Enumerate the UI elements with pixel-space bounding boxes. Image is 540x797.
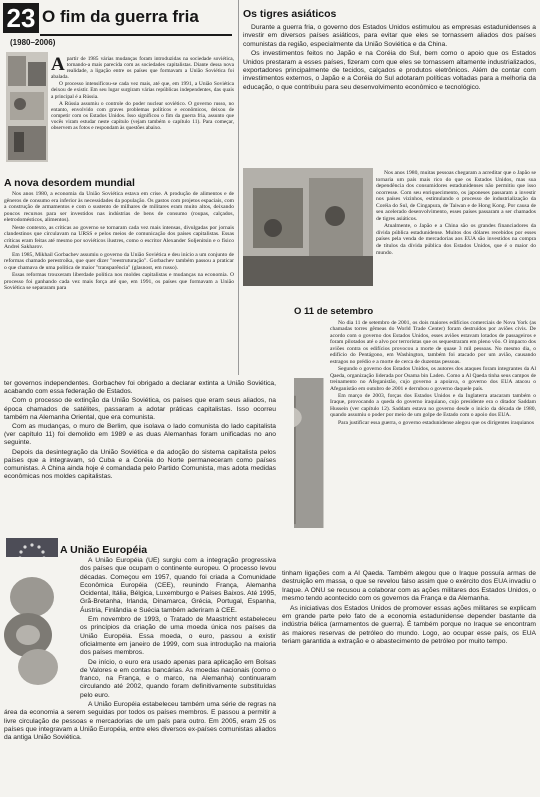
body-paragraph: ter governos independentes. Gorbachev foi obrigado a declarar extinta a União Soviética, acabando com essa federação de Estados. (4, 380, 276, 396)
body-paragraph: tinham ligações com a Al Qaeda. Também alegou que o Iraque possuía armas de destruição em massa, o que se revelou falso assim que o exército dos EUA invadiu o Iraque. A ONU se recusou a colaborar com as ações militares dos Estados Unidos, o mesmo tendo acontecido com os governos da França e da Alemanha. (282, 570, 536, 603)
chapter-number: 23 (3, 3, 39, 33)
body-paragraph: No dia 11 de setembro de 2001, os dois maiores edifícios comerciais de Nova York (as chamadas torres gêmeas do World Trade Center) foram destruídos por aviões civis. De acordo com o governo dos Estados Unidos, esses aviões estavam lotados de passageiros e foram pilotados até o alvo por terroristas que os sequestraram em pleno vôo. O impacto dos aviões contra os edifícios provocou a morte de quase 3 mil pessoas. No mesmo dia, o edifício do Pentágono, em Washington, também foi atacado por um avião, causando estragos no prédio e a morte de cerca de duzentas pessoas. (330, 320, 536, 365)
body-paragraph: Em novembro de 1993, o Tratado de Maastricht estabeleceu os princípios da criação de uma moeda única nos países da União Européia. Essa moeda, o euro, passou a existir oficialmente em janeiro de 1999, com sua introdução na maioria dos países membros. (80, 616, 276, 657)
photo-collage-image (6, 52, 48, 162)
body-paragraph: Em 1985, Mikhail Gorbachev assumiu o governo da União Soviética e deu início a um conjunto de reformas chamado perestroika, que quer dizer "reestruturação". Gorbachev também passou a praticar o que chamava de uma política de maior "transparência" (glasnost, em russo). (4, 251, 234, 271)
title-rule (40, 34, 232, 36)
section-title-uniao-europeia: A União Européia (60, 544, 148, 556)
asian-factory-photo (243, 168, 373, 286)
nova-desordem-continuation (4, 380, 276, 534)
tigres-more (376, 170, 536, 286)
body-paragraph: Durante a guerra fria, o governo dos Estados Unidos estimulou as empresas estadunidenses a investir em diversos países asiáticos, para evitar que eles se tornassem aliados dos países comunistas da região, especialmente da União Soviética e da China. (243, 24, 536, 48)
body-paragraph: De início, o euro era usado apenas para aplicação em Bolsas de Valores e em contas bancárias. As moedas nacionais (como o franco, na França, e o marco, na Alemanha) continuaram circulando até 2002, quando foram definitivamente substituídas pelo euro. (80, 658, 276, 699)
chapter-period: (1980–2006) (10, 38, 56, 47)
section-title-11-setembro: O 11 de setembro (294, 306, 374, 317)
body-paragraph: Essas reformas trouxeram liberdade política nos moldes capitalistas e mudanças na economia. O processo foi ganhando cada vez mais força até que, em 1991, os países que formavam a União Soviética se separaram para (4, 272, 234, 291)
body-paragraph: Neste contexto, as críticas ao governo se tornaram cada vez mais intensas, divulgadas por jornais clandestinos que circulavam na URSS e pelos meios de comunicação dos países capitalistas. Essas críticas eram feitas até mesmo por soviéticos ilustres, como o escritor Alexander Soljenitsin e o físico Andrei Sakharov. (4, 224, 234, 250)
body-paragraph: Segundo o governo dos Estados Unidos, os autores dos ataques foram integrantes da Al Qaeda, organização liderada por Osama bin Laden. Como a Al Qaeda tinha seus campos de treinamento no Afeganistão, cujo governo a apoiava, o governo dos EUA atacou o Afeganistão em outubro de 2001 e derrubou o governo daquele país. (330, 366, 536, 392)
nova-desordem-body (4, 191, 234, 375)
intro-paragraph: partir de 1985 várias mudanças foram introduzidas na sociedade soviética, tornando-a mais parecida com as sociedades capitalistas. Diante dessa nova realidade, a ligação entre os países que formavam a União Soviética foi abalada. (51, 56, 234, 81)
body-paragraph: Atualmente, o Japão e a China são os grandes financiadores da dívida pública estadunidense. Muitos dos dólares recebidos por esses países pela venda de mercadorias aos EUA são investidos na compra de títulos da dívida pública dos Estados Unidos, que é o maior do mundo. (376, 223, 536, 256)
factory-photo-image (243, 168, 373, 286)
body-paragraph: As iniciativas dos Estados Unidos de promover essas ações militares se explicam em grande parte pelo fato de a economia estadunidense depender bastante da indústria bélica (armamentos de guerra). É também porque no Iraque se encontram as maiores reservas de petróleo do mundo. Logo, ao ocupar esse país, os EUA teriam garantida a extração e o abastecimento de petróleo por muito tempo. (282, 604, 536, 646)
body-paragraph: Nos anos 1980, muitas pessoas chegaram a acreditar que o Japão se tornaria um país mais rico do que os Estados Unidos, mas sua dependência dos consumidores estadunidenses não permitiu que isso ocorresse. Com seu enriquecimento, os japoneses passaram a investir nos países vizinhos, estimulando o processo de industrialização da Coréia do Sul, de Cingapura, de Taiwan e de Hong Kong. Por causa de seu acelerado desenvolvimento, esses países passaram a ser chamados de tigres asiáticos. (376, 170, 536, 222)
coins-photo (4, 557, 76, 709)
body-paragraph: Em março de 2003, forças dos Estados Unidos e da Inglaterra atacaram também o Iraque, provocando a queda do governo iraquiano, cujo presidente era o ditador Saddam Hussein (ver capítulo 12). Saddam estava no governo desde o início da década de 1980, quando assumiu o poder por meio de um golpe de Estado com o apoio dos EUA. (330, 392, 536, 419)
body-paragraph: A União Européia (UE) surgiu com a integração progressiva dos países que ocupam o continente europeu. O processo levou décadas. Começou em 1957, quando foi criada a Comunidade Econômica Européia (CEE), reunindo França, Alemanha Ocidental, Itália, Bélgica, Luxemburgo e Países Baixos. Até 1995, Grã-Bretanha, Irlanda, Dinamarca, Grécia, Portugal, Espanha, Áustria, Finlândia e Suécia também aderiram à CEE. (80, 557, 276, 614)
body-paragraph: Com o processo de extinção da União Soviética, os países que eram seus aliados, na época chamados de satélites, passaram a adotar práticas capitalistas. Isso ocorreu também na Alemanha Oriental, que era comunista. (4, 397, 276, 421)
setembro-body (294, 320, 536, 565)
body-paragraph: Os investimentos feitos no Japão e na Coréia do Sul, bem como o apoio que os Estados Unidos prestaram a esses países, fizeram com que eles se tornassem altamente industrializados, exportadores principalmente de tecidos, calçados e produtos eletrônicos. Além de contar com investimentos externos, o Japão e a Coréia do Sul adotaram políticas voltadas para a melhoria da educação, o que contribuiu para seu desenvolvimento econômico e tecnológico. (243, 50, 536, 91)
tigres-body (243, 24, 536, 164)
photo-collage (6, 52, 48, 162)
intro-dropcap: A (51, 56, 65, 75)
column-divider (238, 0, 239, 375)
towers-photo (294, 378, 326, 528)
chapter-intro (51, 56, 234, 168)
section-title-nova-desordem: A nova desordem mundial (4, 177, 135, 189)
intro-paragraph: O processo intensificou-se cada vez mais, até que, em 1991, a União Soviética deixou de existir. Em seu lugar surgiram várias repúblicas independentes, das quais a principal é a Rússia. (51, 81, 234, 100)
body-paragraph: Nos anos 1980, a economia da União Soviética estava em crise. A produção de alimentos e de gêneros de consumo era inferior às necessidades da população. Os gastos com projetos espaciais, com a construção de armamentos e com o sustento de milhares de militares eram muito altos, deixando poucos recursos para ser investidos nas indústrias de bens de consumo (roupas, calçados, eletrodomésticos, alimentos). (4, 191, 234, 223)
body-paragraph: Depois da desintegração da União Soviética e da adoção do sistema capitalista pelos países que a integravam, só Cuba e a Coréia do Norte permaneceram como países comunistas. A China ainda hoje é comandada pelo Partido Comunista, mas adota medidas econômicas nos moldes capitalistas. (4, 448, 276, 481)
body-paragraph: A União Européia estabeleceu também uma série de regras na área da economia a serem seguidas por todos os países membros. E passou a permitir a livre circulação de pessoas e mercadorias de um país para outro. Em 2005, eram 25 os países que integravam a União Européia, entre eles diversos ex-países comunistas aliados da antiga União Soviética. (4, 701, 276, 742)
body-paragraph: Para justificar essa guerra, o governo estadunidense alegou que os dirigentes iraquianos (338, 419, 535, 426)
body-paragraph: Com as mudanças, o muro de Berlim, que isolava o lado comunista do lado capitalista (ver capítulo 11) foi demolido em 1989 e as duas Alemanhas foram unificadas no ano seguinte. (4, 423, 276, 447)
intro-paragraph: A Rússia assumiu o controle do poder nuclear soviético. O governo russo, no entanto, envolvido com graves problemas políticos e econômicos, deixou de competir com os Estados Unidos. Isso significou o fim da guerra fria, assunto que vocês viram estudar neste capítulo (vejam também o capítulo 11). Para começar, observem as fotos e respondam às questões abaixo. (51, 100, 234, 132)
uniao-europeia-body (4, 557, 276, 795)
chapter-title: O fim da guerra fria (42, 7, 199, 26)
setembro-continuation (282, 570, 536, 720)
section-title-tigres: Os tigres asiáticos (243, 8, 337, 20)
